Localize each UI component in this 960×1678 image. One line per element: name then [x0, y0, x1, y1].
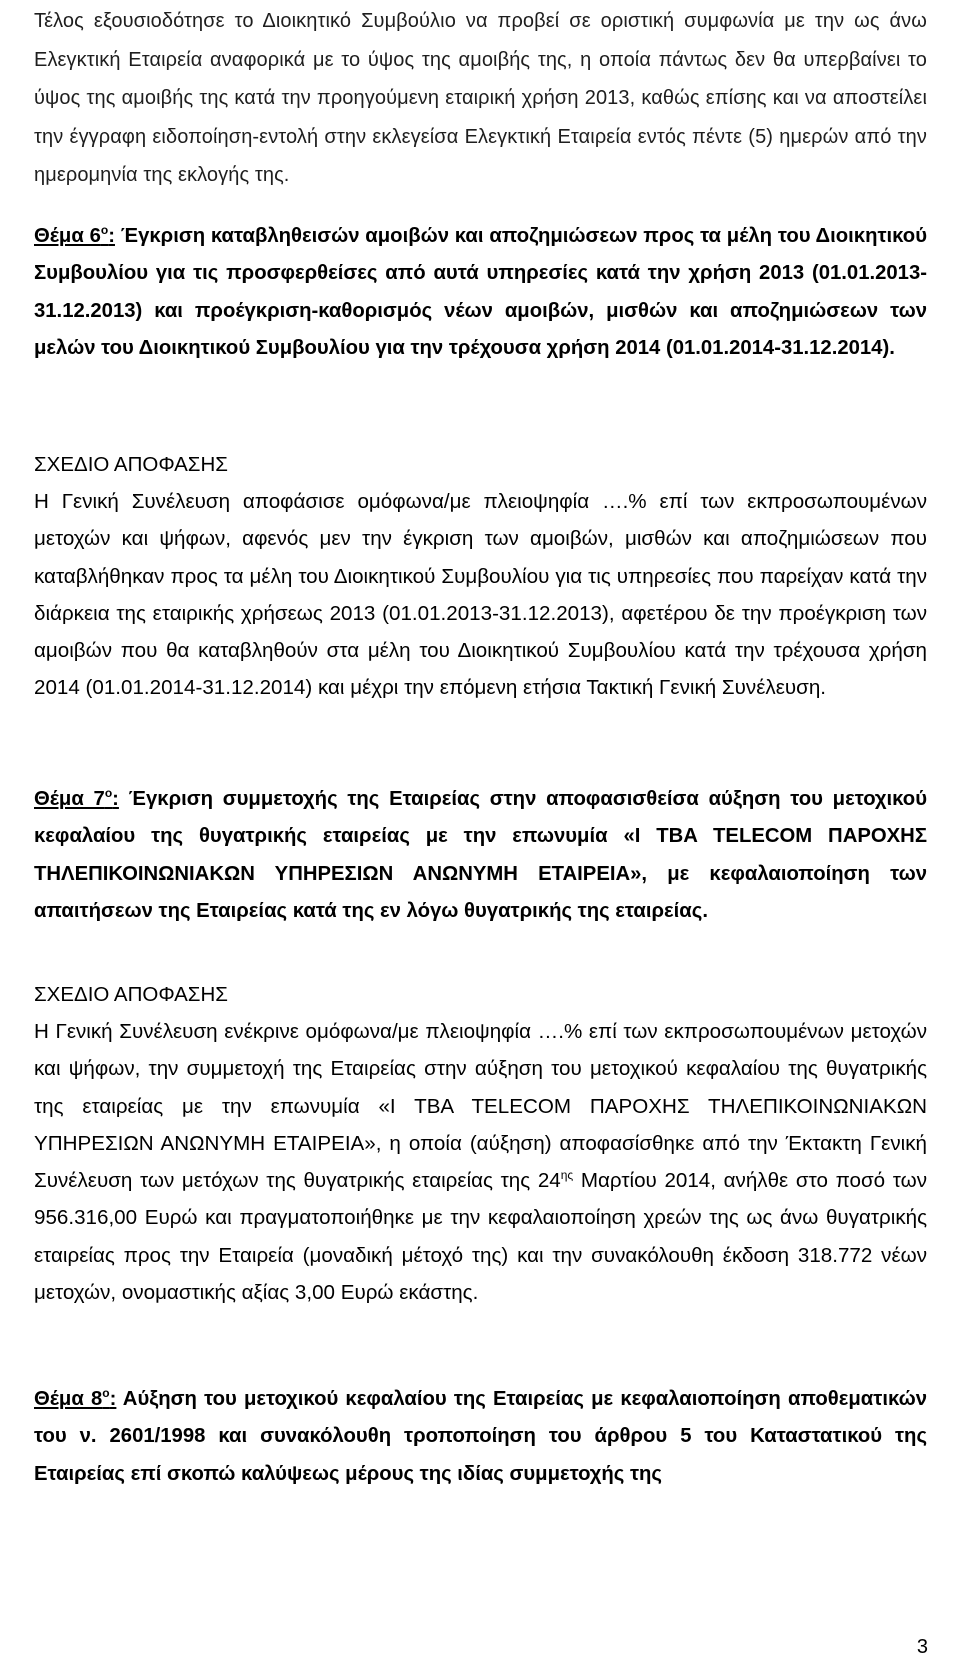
opening-paragraph-text: Τέλος εξουσιοδότησε το Διοικητικό Συμβούλιο να προβεί σε οριστική συμφωνία με την ως άνω Ελεγκτική Εταιρεία αναφορικά με το ύψος της αμοιβής της, η οποία πάντως δεν θα υπερβαίνει το ύψος της αμοιβής της κατά την προηγούμενη εταιρική χρήση 2013, καθώς επίσης και να αποστείλει την έγγραφη ειδοποίηση-εντολή στην εκλεγείσα Ελεγκτική Εταιρεία εντός πέντε (5) ημερών από την ημερομηνία της εκλογής της. [34, 10, 927, 186]
topic-7-decision: Η Γενική Συνέλευση ενέκρινε ομόφωνα/με πλειοψηφία ….% επί των εκπροσωπουμένων μετοχών και ψήφων, την συμμετοχή της Εταιρείας στην αύξηση του μετοχικού κεφαλαίου της θυγατρικής της εταιρείας με την επωνυμία «I TBA TELECOM ΠΑΡΟΧΗΣ ΤΗΛΕΠΙΚΟΙΝΩΝΙΑΚΩΝ ΥΠΗΡΕΣΙΩΝ ΑΝΩΝΥΜΗ ΕΤΑΙΡΕΙΑ», η οποία (αύξηση) αποφασίσθηκε από την Έκτακτη Γενική Συνέλευση των μετόχων της θυγατρικής εταιρείας της $24^{\eta\varsigma}$ Μαρτίου 2014, ανήλθε στο ποσό των 956.316,00 Ευρώ και πραγματοποιήθηκε με την κεφαλαιοποίηση χρεών της ως άνω θυγατρικής εταιρείας προς την Εταιρεία (μοναδική μέτοχό της) και την συνακόλουθη έκδοση 318.772 νέων μετοχών, ονομαστικής αξίας 3,00 Ευρώ εκάστης. [34, 1020, 927, 1305]
topic-8-heading [34, 1381, 927, 1493]
opening-paragraph [34, 2, 927, 195]
page-number: 3 [916, 1636, 928, 1658]
topic-6-label: Θέμα $6^o$: [34, 223, 115, 247]
topic-6-draft [34, 446, 927, 707]
topic-7-draft-heading: ΣΧΕΔΙΟ ΑΠΟΦΑΣΗΣ [34, 983, 228, 1006]
topic-8-section [34, 1381, 927, 1493]
topic-6-decision: Η Γενική Συνέλευση αποφάσισε ομόφωνα/με πλειοψηφία ….% επί των εκπροσωπουμένων μετοχών και ψήφων, αφενός μεν την έγκριση των αμοιβών, μισθών και αποζημιώσεων που καταβλήθηκαν προς τα μέλη του Διοικητικού Συμβουλίου για τις υπηρεσίες που παρείχαν κατά την διάρκεια της εταιρικής χρήσεως 2013 (01.01.2013-31.12.2013), αφετέρου δε την προέγκριση των αμοιβών που θα καταβληθούν στα μέλη του Διοικητικού Συμβουλίου κατά την τρέχουσα χρήση 2014 (01.01.2014-31.12.2014) και μέχρι την επόμενη ετήσια Τακτική Γενική Συνέλευση. [34, 490, 927, 700]
topic-8-label: Θέμα $8^o$: [34, 1386, 117, 1410]
topic-7-label: Θέμα $7^o$: [34, 786, 119, 810]
topic-6-heading [34, 218, 927, 367]
topic-8-title: Αύξηση του μετοχικού κεφαλαίου της Εταιρείας με κεφαλαιοποίηση αποθεματικών του ν. 2601/1998 και συνακόλουθη τροποποίηση του άρθρου 5 του Καταστατικού της Εταιρείας επί σκοπώ καλύψεως μέρους της ιδίας συμμετοχής της [34, 1388, 928, 1485]
topic-7-draft [34, 976, 927, 1311]
topic-7-title: Έγκριση συμμετοχής της Εταιρείας στην αποφασισθείσα αύξηση του μετοχικού κεφαλαίου της θυγατρικής εταιρείας με την επωνυμία «I TBA TELECOM ΠΑΡΟΧΗΣ ΤΗΛΕΠΙΚΟΙΝΩΝΙΑΚΩΝ ΥΠΗΡΕΣΙΩΝ ΑΝΩΝΥΜΗ ΕΤΑΙΡΕΙΑ», με κεφαλαιοποίηση των απαιτήσεων της Εταιρείας κατά της εν λόγω θυγατρικής της εταιρείας. [34, 788, 927, 922]
topic-7-heading [34, 781, 927, 930]
topic-6-section [34, 218, 927, 367]
topic-6-title: Έγκριση καταβληθεισών αμοιβών και αποζημιώσεων προς τα μέλη του Διοικητικού Συμβουλίου για τις προσφερθείσες από αυτά υπηρεσίες κατά την χρήση 2013 (01.01.2013-31.12.2013) και προέγκριση-καθορισμός νέων αμοιβών, μισθών και αποζημιώσεων των μελών του Διοικητικού Συμβουλίου για την τρέχουσα χρήση 2014 (01.01.2014-31.12.2014). [34, 225, 927, 359]
topic-6-draft-heading: ΣΧΕΔΙΟ ΑΠΟΦΑΣΗΣ [34, 453, 228, 476]
topic-7-section [34, 781, 927, 930]
